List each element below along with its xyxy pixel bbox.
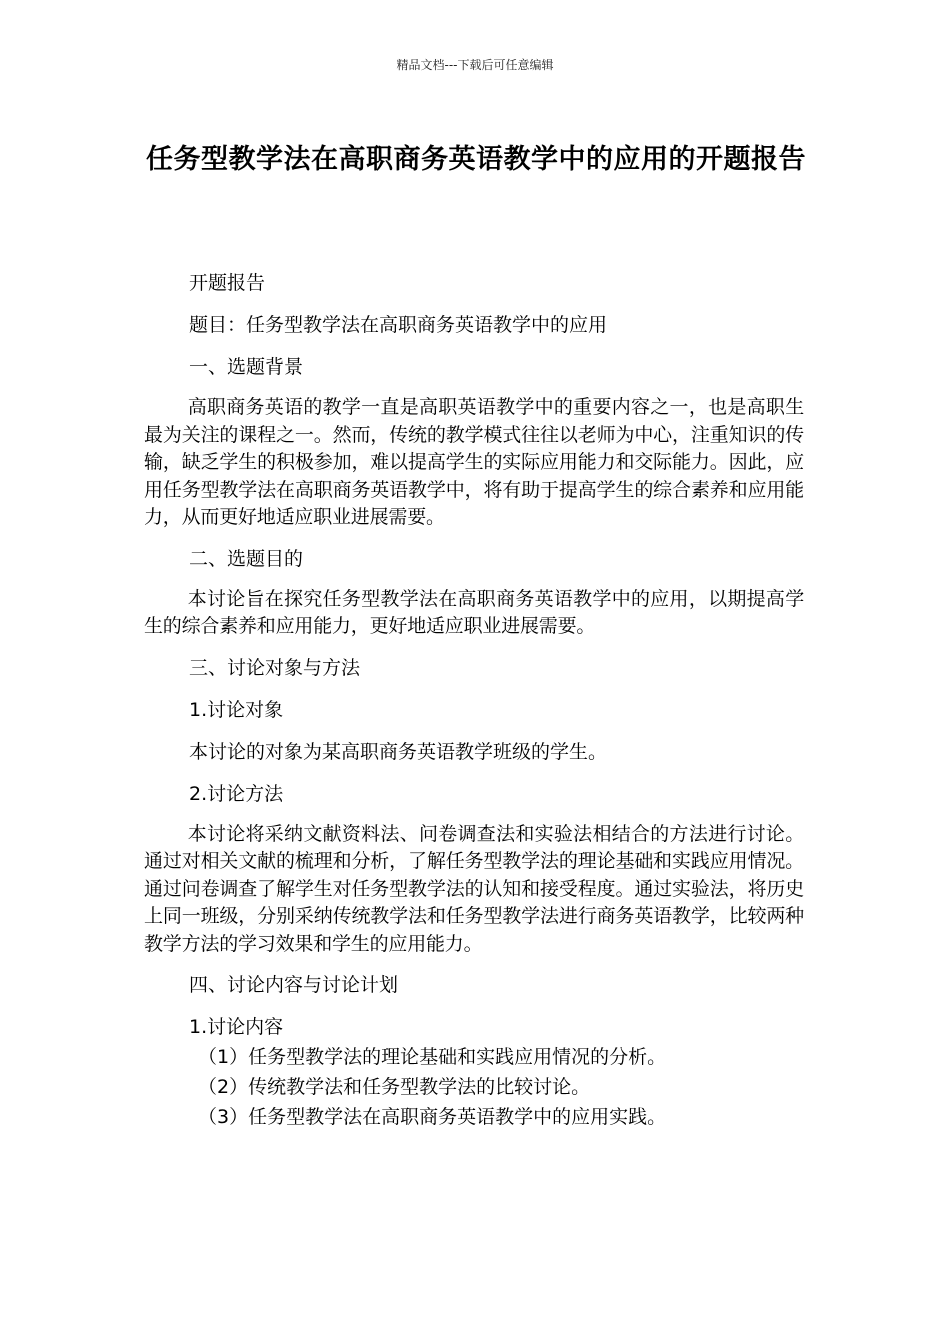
section-heading-purpose: 二、选题目的 xyxy=(189,547,304,570)
paragraph-background: 高职商务英语的教学一直是高职英语教学中的重要内容之一，也是高职生最为关注的课程之一。然而，传统的教学模式往往以老师为中心，注重知识的传输，缺乏学生的积极参加，难以提高学生的实际应用能力和交际能力。因此，应用任务型教学法在高职商务英语教学中，将有助于提高学生的综合素养和应用能力，从而更好地适应职业进展需要。 xyxy=(144,396,804,528)
subheading-objects: 1.讨论对象 xyxy=(189,698,284,721)
list-item: （3）任务型教学法在高职商务英语教学中的应用实践。 xyxy=(198,1106,667,1128)
paragraph-objects: 本讨论的对象为某高职商务英语教学班级的学生。 xyxy=(189,740,608,763)
document-title: 任务型教学法在高职商务英语教学中的应用的开题报告 xyxy=(146,144,806,175)
topic-line: 题目：任务型教学法在高职商务英语教学中的应用 xyxy=(189,314,608,336)
document-body xyxy=(144,268,804,1132)
paragraph-methods: 本讨论将采纳文献资料法、问卷调查法和实验法相结合的方法进行讨论。通过对相关文献的梳理和分析，了解任务型教学法的理论基础和实践应用情况。通过问卷调查了解学生对任务型教学法的认知和接受程度。通过实验法，将历史上同一班级，分别采纳传统教学法和任务型教学法进行商务英语教学，比较两种教学方法的学习效果和学生的应用能力。 xyxy=(144,822,804,955)
list-item: （1）任务型教学法的理论基础和实践应用情况的分析。 xyxy=(198,1046,667,1068)
header-note: 精品文档---下载后可任意编辑 xyxy=(396,58,554,72)
subheading-content: 1.讨论内容 xyxy=(189,1016,284,1038)
paragraph-purpose: 本讨论旨在探究任务型教学法在高职商务英语教学中的应用，以期提高学生的综合素养和应用能力，更好地适应职业进展需要。 xyxy=(144,587,804,637)
section-heading-content-plan: 四、讨论内容与讨论计划 xyxy=(189,974,399,996)
section-heading-objects-methods: 三、讨论对象与方法 xyxy=(189,656,361,679)
report-label: 开题报告 xyxy=(189,272,266,294)
subheading-methods: 2.讨论方法 xyxy=(189,782,284,805)
section-heading-background: 一、选题背景 xyxy=(189,356,304,378)
list-item: （2）传统教学法和任务型教学法的比较讨论。 xyxy=(198,1076,591,1098)
